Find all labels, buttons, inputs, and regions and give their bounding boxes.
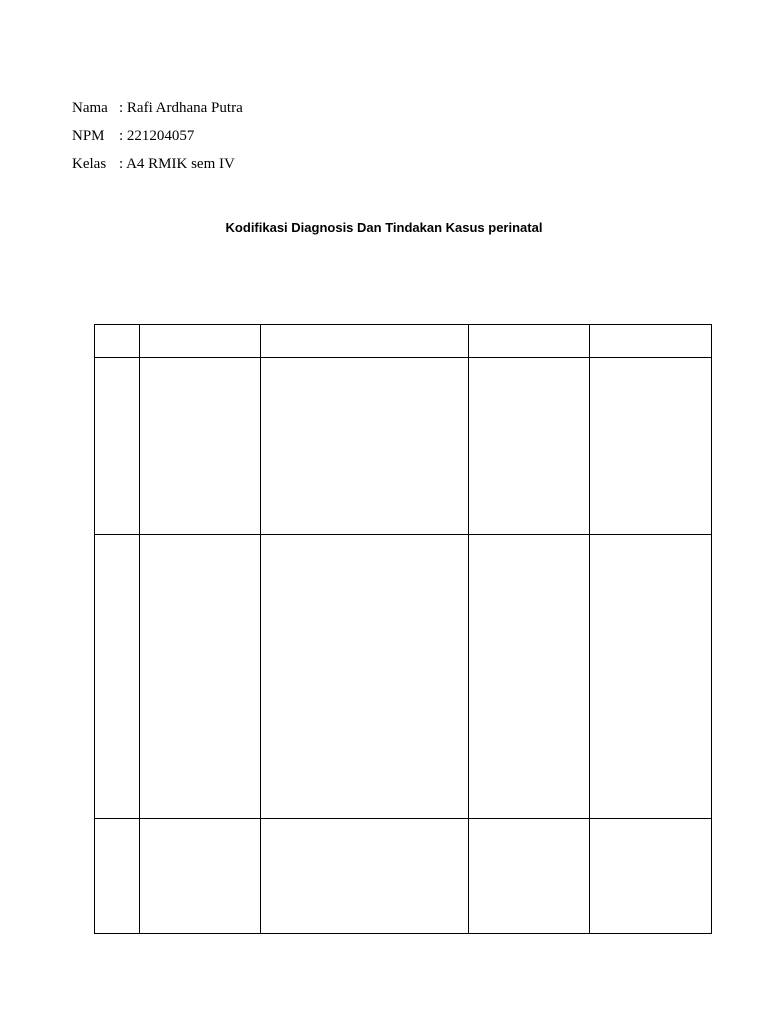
- table-cell[interactable]: [261, 535, 469, 819]
- table-cell[interactable]: [95, 325, 140, 358]
- table-row: [95, 819, 712, 934]
- table-cell[interactable]: [261, 819, 469, 934]
- coding-table: [94, 324, 712, 934]
- table-cell[interactable]: [469, 819, 590, 934]
- table-cell[interactable]: [140, 358, 261, 535]
- name-row: [72, 94, 243, 122]
- table-cell[interactable]: [469, 325, 590, 358]
- student-info: [72, 94, 243, 178]
- name-value: : Rafi Ardhana Putra: [119, 100, 243, 116]
- table-cell[interactable]: [590, 535, 712, 819]
- class-row: [72, 150, 243, 178]
- table-cell[interactable]: [140, 819, 261, 934]
- table-row: [95, 535, 712, 819]
- table-cell[interactable]: [469, 358, 590, 535]
- table-row: [95, 358, 712, 535]
- table-cell[interactable]: [95, 358, 140, 535]
- class-label: Kelas: [72, 156, 107, 172]
- table-cell[interactable]: [469, 535, 590, 819]
- table-cell[interactable]: [261, 325, 469, 358]
- table-header-row: [95, 325, 712, 358]
- table-cell[interactable]: [590, 358, 712, 535]
- name-label: Nama: [72, 100, 108, 116]
- table-cell[interactable]: [140, 535, 261, 819]
- table-cell[interactable]: [95, 535, 140, 819]
- npm-row: [72, 122, 243, 150]
- table-cell[interactable]: [590, 819, 712, 934]
- table-cell[interactable]: [140, 325, 261, 358]
- document-title: Kodifikasi Diagnosis Dan Tindakan Kasus perinatal: [225, 220, 543, 235]
- table-cell[interactable]: [261, 358, 469, 535]
- table-cell[interactable]: [95, 819, 140, 934]
- class-value: : A4 RMIK sem IV: [119, 156, 235, 172]
- table-cell[interactable]: [590, 325, 712, 358]
- npm-value: : 221204057: [119, 128, 195, 144]
- npm-label: NPM: [72, 128, 105, 144]
